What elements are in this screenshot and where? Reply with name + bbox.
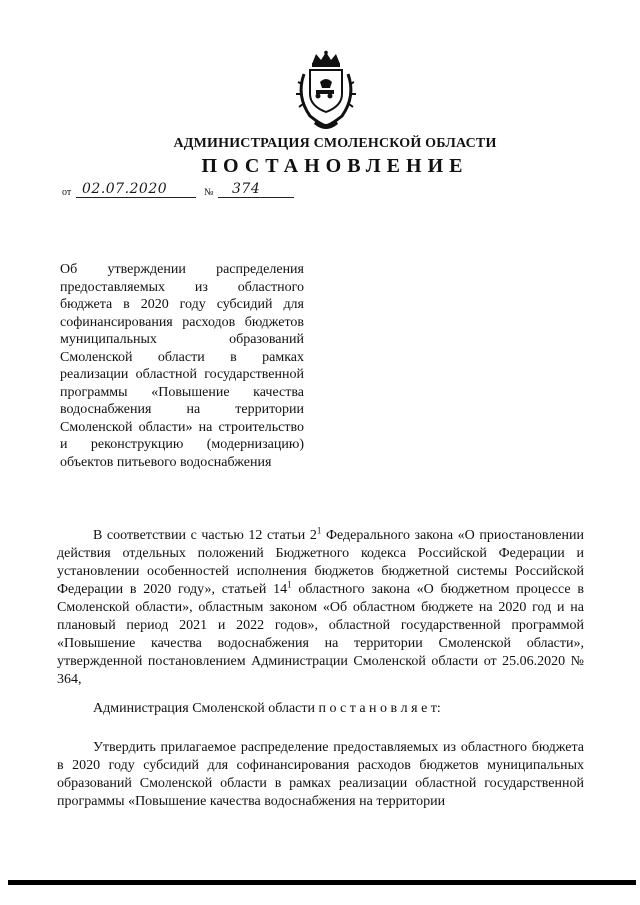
date-label: от bbox=[62, 187, 72, 198]
preamble-paragraph bbox=[57, 527, 584, 689]
resolution-verb: п о с т а н о в л я е т: bbox=[318, 701, 441, 716]
preamble-text-1: В соответствии с частью 12 статьи 2 bbox=[93, 528, 317, 543]
handwritten-date: 02.07.2020 bbox=[82, 181, 168, 197]
organization-title: АДМИНИСТРАЦИЯ СМОЛЕНСКОЙ ОБЛАСТИ bbox=[173, 136, 497, 151]
document-type-title: ПОСТАНОВЛЕНИЕ bbox=[201, 155, 469, 177]
superscript-1: 1 bbox=[316, 525, 322, 536]
date-underline bbox=[76, 197, 196, 198]
resolution-subject: Администрация Смоленской области bbox=[93, 701, 316, 716]
document-subject: Об утверждении распределения предоставляемых из областного бюджета в 2020 году субсидий для софинансирования расходов бюджетов муниципальных образований Смоленской области в рамках реализации областной государственной программы «Повышение качества водоснабжения на территории Смоленской области» на строительство и реконструкцию (модернизацию) объектов питьевого водоснабжения bbox=[60, 262, 304, 470]
preamble-text-2: Федерального закона «О приостановлении действия отдельных положений Бюджетного кодекса Российской Федерации и установлении особенностей исполнения бюджетов бюджетной системы Российской Федерации в 2020 году», статьей 14 bbox=[57, 528, 585, 597]
date-number-line bbox=[62, 180, 322, 200]
number-underline bbox=[218, 197, 294, 198]
bottom-border-rule bbox=[8, 880, 636, 885]
preamble-text-3: областного закона «О бюджетном процессе в Смоленской области», областным законом «Об областном бюджете на 2020 год и на плановый период 2021 и 2022 годов», областной государственной программой «Повышение качества водоснабжения на территории Смоленской области», утвержденной постановлением Администрации Смоленской области от 25.06.2020 № 364, bbox=[57, 582, 584, 687]
clause-1-paragraph: Утвердить прилагаемое распределение предоставляемых из областного бюджета в 2020 году субсидий для софинансирования расходов бюджетов муниципальных образований Смоленской области в рамках реализации областной государственной программы «Повышение качества водоснабжения на территории bbox=[57, 740, 584, 809]
resolution-line bbox=[57, 700, 584, 718]
number-label: № bbox=[204, 187, 214, 198]
coat-of-arms-emblem bbox=[290, 50, 362, 134]
handwritten-number: 374 bbox=[232, 181, 261, 197]
superscript-2: 1 bbox=[287, 579, 292, 590]
